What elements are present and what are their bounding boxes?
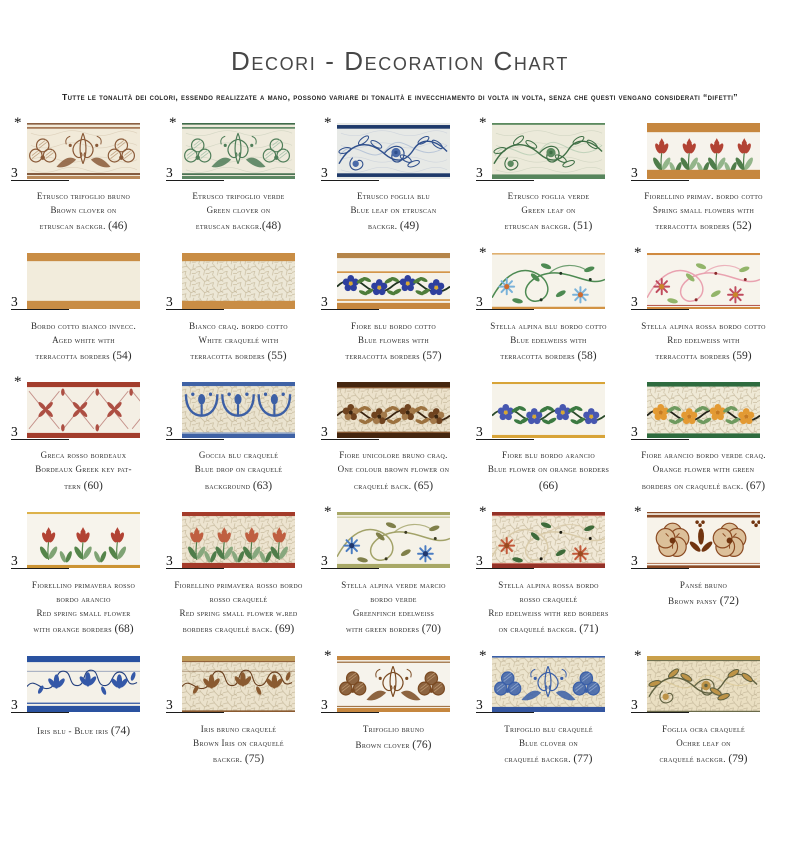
tile-caption: Pansé bruno Brown pansy (72) <box>668 579 739 607</box>
decoration-tile <box>6 512 161 639</box>
decoration-tile <box>626 647 781 769</box>
tile-swatch-wrap <box>476 382 605 439</box>
page-title: Decori - Decoration Chart <box>230 46 569 76</box>
tile-caption: Etrusco foglia blu Blue leaf on etruscan backgr. (49) <box>350 191 437 233</box>
decoration-tile <box>471 503 626 639</box>
tile-corner-number: 3 <box>476 166 534 181</box>
tile-corner-number: 3 <box>476 295 534 310</box>
tile-corner-number: 3 <box>321 295 379 310</box>
tile-swatch-wrap <box>11 374 140 439</box>
tile-corner-number: 3 <box>631 425 689 440</box>
decoration-tile <box>161 656 316 769</box>
tile-swatch-wrap <box>631 123 760 180</box>
tile-caption: Stella alpina rossa bordo cotto Red edelweiss with terracotta borders (59) <box>641 320 766 363</box>
tile-caption: Fiore blu bordo arancio Blue flower on orange borders (66) <box>487 450 610 492</box>
decoration-tile <box>626 382 781 495</box>
tile-caption: Stella alpina rossa bordo rosso craquelé Red edelweiss with red borders on craquelé backgr. (71) <box>488 579 609 636</box>
tile-swatch-wrap <box>476 503 605 569</box>
tile-corner-number: 3 <box>166 295 224 310</box>
tile-corner-number: 3 <box>631 698 689 713</box>
tile-swatch-wrap <box>166 253 295 310</box>
tile-corner-number: 3 <box>11 554 69 569</box>
tile-corner-number: 3 <box>321 554 379 569</box>
tile-caption: Fiore unicolore bruno craq. One colour brown flower on craquelé back. (65) <box>337 450 450 492</box>
tile-caption: Stella alpina verde marcio bordo verde Greenfinch edelweiss with green borders (70) <box>341 579 446 636</box>
handpainted-asterisk-mark: * <box>479 647 487 664</box>
handpainted-asterisk-mark: * <box>14 115 22 131</box>
tile-caption: Etrusco trifoglio bruno Brown clover on etruscan backgr. (46) <box>36 191 131 233</box>
decoration-tile <box>161 382 316 495</box>
tile-swatch-wrap <box>631 503 760 569</box>
tile-caption: Bianco craq. bordo cotto White craquelé with terracotta borders (55) <box>189 320 288 363</box>
decoration-tile <box>316 253 471 366</box>
tile-swatch-wrap <box>631 244 760 310</box>
tile-caption: Fiorellino primavera rosso bordo arancio Red spring small flower with orange borders (68) <box>31 579 136 636</box>
decoration-tile <box>316 115 471 236</box>
tile-corner-number: 3 <box>11 698 69 713</box>
tile-caption: Foglia ocra craquelé Ochre leaf on craquelé backgr. (79) <box>659 723 748 766</box>
decoration-tile <box>626 123 781 236</box>
decoration-tile <box>471 647 626 769</box>
handpainted-asterisk-mark: * <box>634 647 642 664</box>
decoration-chart-page <box>0 46 800 768</box>
tile-swatch-wrap <box>476 647 605 713</box>
decoration-tile <box>6 374 161 495</box>
tile-corner-number: 3 <box>476 698 534 713</box>
tile-corner-number: 3 <box>11 295 69 310</box>
tile-swatch-wrap <box>476 115 605 180</box>
decoration-tile <box>6 253 161 366</box>
tile-swatch-wrap <box>11 115 140 180</box>
handpainted-asterisk-mark: * <box>169 115 177 131</box>
tile-caption: Fiore blu bordo cotto Blue flowers with terracotta borders (57) <box>345 320 442 363</box>
tile-swatch-wrap <box>11 512 140 569</box>
tile-swatch-wrap <box>11 656 140 713</box>
handpainted-asterisk-mark: * <box>479 244 487 261</box>
tile-corner-number: 3 <box>166 698 224 713</box>
tile-swatch-wrap <box>321 382 450 439</box>
tile-corner-number: 3 <box>11 425 69 440</box>
decoration-tile <box>316 503 471 639</box>
tile-corner-number: 3 <box>476 554 534 569</box>
tile-caption: Trifoglio blu craquelé Blue clover on craquelé backgr. (77) <box>504 723 593 766</box>
tile-corner-number: 3 <box>166 425 224 440</box>
tile-swatch-wrap <box>321 115 450 180</box>
decoration-tile <box>471 382 626 495</box>
tile-caption: Goccia blu craquelé Blue drop on craquelé background (63) <box>194 450 283 492</box>
decoration-tile <box>471 115 626 236</box>
tile-caption: Iris blu - Blue iris (74) <box>36 724 131 737</box>
tile-swatch-wrap <box>631 647 760 713</box>
handpainted-asterisk-mark: * <box>324 115 332 131</box>
decoration-tile <box>626 503 781 639</box>
decoration-tile <box>316 382 471 495</box>
tile-swatch-wrap <box>11 253 140 310</box>
handpainted-asterisk-mark: * <box>479 503 487 520</box>
tile-corner-number: 3 <box>321 166 379 181</box>
tile-corner-number: 3 <box>631 295 689 310</box>
decoration-tile <box>161 512 316 639</box>
decoration-tile <box>626 244 781 366</box>
tile-corner-number: 3 <box>321 425 379 440</box>
tile-caption: Trifoglio bruno Brown clover (76) <box>355 723 432 751</box>
tile-swatch-wrap <box>166 115 295 180</box>
tile-caption: Iris bruno craquelé Brown Iris on craquelé backgr. (75) <box>193 723 284 766</box>
handpainted-asterisk-mark: * <box>634 503 642 520</box>
tile-corner-number: 3 <box>476 425 534 440</box>
tile-caption: Stella alpina blu bordo cotto Blue edelweiss with terracotta borders (58) <box>490 320 607 363</box>
tile-corner-number: 3 <box>321 698 379 713</box>
handpainted-asterisk-mark: * <box>14 374 22 391</box>
decoration-tile <box>471 244 626 366</box>
decoration-tile <box>316 647 471 769</box>
handpainted-asterisk-mark: * <box>324 647 332 664</box>
tile-caption: Fiorellino primavera rosso bordo rosso craquelé Red spring small flower w.red borders craquelé back. (69) <box>174 579 303 636</box>
tile-caption: Etrusco foglia verde Green leaf on etruscan backgr. (51) <box>504 191 593 233</box>
handpainted-asterisk-mark: * <box>479 115 487 131</box>
decoration-tile <box>6 656 161 769</box>
handpainted-asterisk-mark: * <box>324 503 332 520</box>
decoration-tile <box>6 115 161 236</box>
tile-caption: Fiore arancio bordo verde craq. Orange flower with green borders on craquelé back. (67) <box>641 450 766 492</box>
tile-corner-number: 3 <box>631 554 689 569</box>
tile-swatch-wrap <box>166 656 295 713</box>
tile-caption: Fiorellino primav. bordo cotto Spring small flowers with terracotta borders (52) <box>644 191 763 233</box>
tile-swatch-wrap <box>166 512 295 569</box>
decoration-tile <box>161 115 316 236</box>
handpainted-asterisk-mark: * <box>634 244 642 261</box>
tile-caption: Greca rosso bordeaux Bordeaux Greek key pat- tern (60) <box>35 450 132 492</box>
tile-caption: Bordo cotto bianco invecc. Aged white with terracotta borders (54) <box>30 320 137 363</box>
tile-caption: Etrusco trifoglio verde Green clover on etruscan backgr.(48) <box>192 191 285 233</box>
tile-swatch-wrap <box>321 647 450 713</box>
tile-swatch-wrap <box>321 503 450 569</box>
tile-swatch-wrap <box>476 244 605 310</box>
tile-swatch-wrap <box>631 382 760 439</box>
tile-swatch-wrap <box>166 382 295 439</box>
tile-swatch-wrap <box>321 253 450 310</box>
decoration-grid <box>0 115 800 768</box>
tile-corner-number: 3 <box>166 166 224 181</box>
color-disclaimer-note: Tutte le tonalità dei colori, essendo realizzate a mano, possono variare di tonalità e invecchiamento di volta in volta, senza che questi vengano considerati “difetti” <box>61 92 738 102</box>
tile-corner-number: 3 <box>631 166 689 181</box>
tile-corner-number: 3 <box>11 166 69 181</box>
tile-corner-number: 3 <box>166 554 224 569</box>
decoration-tile <box>161 253 316 366</box>
